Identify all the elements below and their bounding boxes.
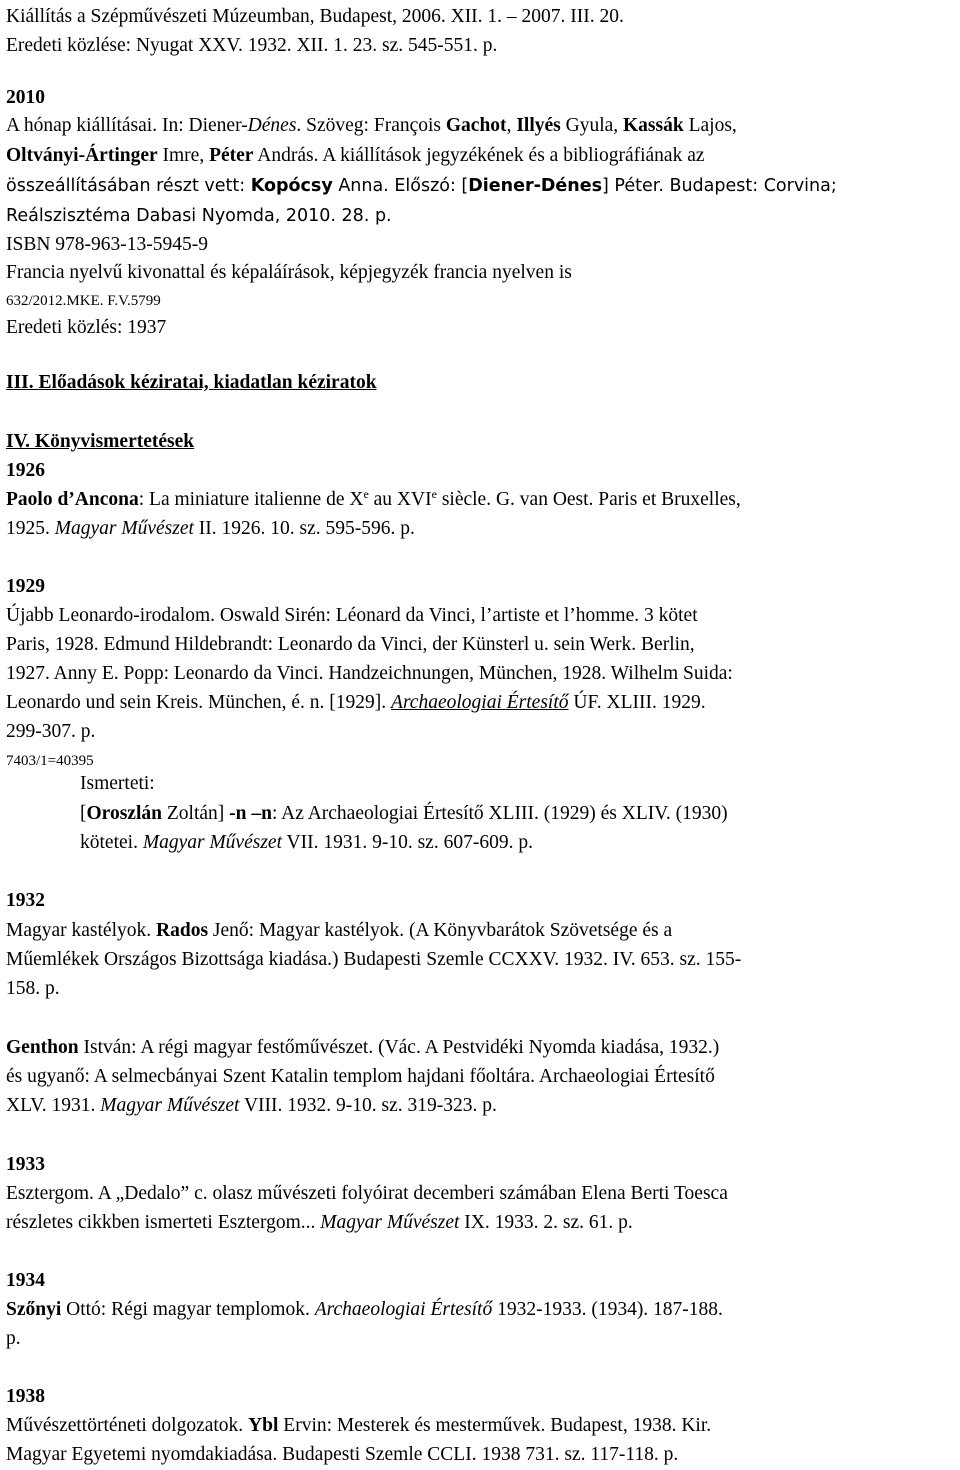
year-heading: 1929 <box>6 576 45 597</box>
text-line: kötetei. Magyar Művészet VII. 1931. 9-10. sz. 607-609. p. <box>80 832 533 853</box>
text-line: Paolo d’Ancona: La miniature italienne de Xe au XVIe siècle. G. van Oest. Paris et Bruxelles, <box>6 487 741 510</box>
text-line: Kiállítás a Szépművészeti Múzeumban, Budapest, 2006. XII. 1. – 2007. III. 20. <box>6 6 624 27</box>
text-line: összeállításában részt vett: Kopócsy Anna. Előszó: [Diener-Dénes] Péter. Budapest: Corvina; <box>6 176 837 196</box>
text-line: és ugyanő: A selmecbányai Szent Katalin templom hajdani főoltára. Archaeologiai Értesítő <box>6 1066 715 1087</box>
text-line: Újabb Leonardo-irodalom. Oswald Sirén: Léonard da Vinci, l’artiste et l’homme. 3 kötet <box>6 605 698 626</box>
text-line: 299-307. p. <box>6 721 96 742</box>
year-heading: 1932 <box>6 890 45 911</box>
year-heading: 1934 <box>6 1270 45 1291</box>
text-line: Paris, 1928. Edmund Hildebrandt: Leonardo da Vinci, der Künsterl u. sein Werk. Berlin, <box>6 634 695 655</box>
text-line: Eredeti közlése: Nyugat XXV. 1932. XII. 1. 23. sz. 545-551. p. <box>6 35 498 56</box>
text-line: ISBN 978-963-13-5945-9 <box>6 234 209 255</box>
section-heading: IV. Könyvismertetések <box>6 431 195 452</box>
text-line: Szőnyi Ottó: Régi magyar templomok. Archaeologiai Értesítő 1932-1933. (1934). 187-188. <box>6 1299 723 1320</box>
text-line: Genthon István: A régi magyar festőművészet. (Vác. A Pestvidéki Nyomda kiadása, 1932.) <box>6 1037 720 1058</box>
text-line: részletes cikkben ismerteti Esztergom... Magyar Művészet IX. 1933. 2. sz. 61. p. <box>6 1212 633 1233</box>
text-line: 158. p. <box>6 978 60 999</box>
text-line: Leonardo und sein Kreis. München, é. n. [1929]. Archaeologiai Értesítő ÚF. XLIII. 1929. <box>6 692 706 713</box>
text-line: Művészettörténeti dolgozatok. Ybl Ervin: Mesterek és mesterművek. Budapest, 1938. Kir. <box>6 1415 712 1436</box>
text-line: A hónap kiállításai. In: Diener-Dénes. Szöveg: François Gachot, Illyés Gyula, Kassák Lajos, <box>6 115 737 136</box>
year-heading: 2010 <box>6 87 45 108</box>
text-line: XLV. 1931. Magyar Művészet VIII. 1932. 9-10. sz. 319-323. p. <box>6 1095 497 1116</box>
year-heading: 1933 <box>6 1154 45 1175</box>
text-line: 1925. Magyar Művészet II. 1926. 10. sz. 595-596. p. <box>6 518 415 539</box>
text-line: p. <box>6 1328 21 1349</box>
text-line: Esztergom. A „Dedalo” c. olasz művészeti folyóirat decemberi számában Elena Berti Toesca <box>6 1183 728 1204</box>
year-heading: 1938 <box>6 1386 45 1407</box>
text-line: [Oroszlán Zoltán] -n –n: Az Archaeologiai Értesítő XLIII. (1929) és XLIV. (1930) <box>80 803 728 824</box>
text-line: 7403/1=40395 <box>6 753 94 769</box>
text-line: Ismerteti: <box>80 773 155 794</box>
text-line: 632/2012.MKE. F.V.5799 <box>6 293 161 309</box>
text-line: Műemlékek Országos Bizottsága kiadása.) Budapesti Szemle CCXXV. 1932. IV. 653. sz. 155- <box>6 949 742 970</box>
text-line: Magyar Egyetemi nyomdakiadása. Budapesti Szemle CCLI. 1938 731. sz. 117-118. p. <box>6 1444 679 1465</box>
text-line: Eredeti közlés: 1937 <box>6 317 167 338</box>
text-line: 1927. Anny E. Popp: Leonardo da Vinci. Handzeichnungen, München, 1928. Wilhelm Suida: <box>6 663 733 684</box>
section-heading: III. Előadások kéziratai, kiadatlan kéziratok <box>6 372 377 393</box>
text-line: Reálszisztéma Dabasi Nyomda, 2010. 28. p. <box>6 206 392 226</box>
text-line: Oltványi-Ártinger Imre, Péter András. A kiállítások jegyzékének és a bibliográfiának az <box>6 145 705 166</box>
year-heading: 1926 <box>6 460 45 481</box>
text-line: Magyar kastélyok. Rados Jenő: Magyar kastélyok. (A Könyvbarátok Szövetsége és a <box>6 920 673 941</box>
text-line: Francia nyelvű kivonattal és képaláírások, képjegyzék francia nyelven is <box>6 262 572 283</box>
